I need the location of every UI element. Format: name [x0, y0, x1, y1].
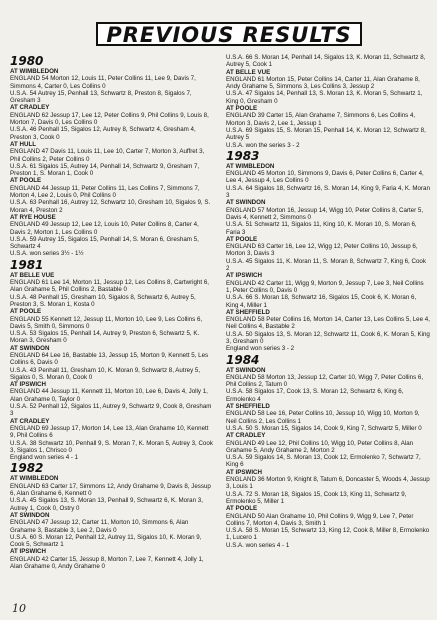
result-paragraph: U.S.A. 54 Autrey 15, Penhall 13, Schwartz 8, Preston 8, Sigalos 7, Gresham 3: [10, 89, 192, 105]
result-paragraph: U.S.A. 72 S. Moran 18, Sigalos 15, Cook 13, King 11, Schwartz 9, Ermolenko 5, Miller 1: [226, 490, 407, 505]
result-paragraph: U.S.A. 59 Autrey 15, Sigalos 15, Penhall 14, S. Moran 6, Gresham 5, Schwartz 4: [10, 235, 199, 251]
venue-heading: AT IPSWICH: [10, 381, 46, 389]
result-paragraph: England won series 4 - 1: [10, 454, 79, 462]
result-paragraph: ENGLAND 49 Jessup 12, Lee 12, Louis 10, Peter Collins 8, Carter 4, Davis 2, Morton 1, Les Collins 0: [10, 221, 199, 236]
result-paragraph: ENGLAND 63 Carter 16, Lee 12, Wigg 12, Peter Collins 10, Jessup 6, Morton 3, Davis 3: [226, 243, 418, 258]
result-paragraph: U.S.A. 45 Sigalos 13, S. Moran 13, Penhall 9, Schwartz 6, K. Moran 3, Autrey 1, Cook 0, Ostry 0: [10, 497, 203, 512]
result-paragraph: ENGLAND 61 Lee 14, Morton 11, Jessup 12, Les Collins 8, Cartwright 6, Alan Grahame 5, Phil Collins 2, Bastable 0: [10, 279, 210, 294]
result-paragraph: ENGLAND 49 Lee 12, Phil Collins 10, Wigg 10, Peter Collins 8, Alan Grahame 5, Andy Grahame 2, Morton 2: [226, 439, 414, 454]
venue-heading: AT SWINDON: [10, 511, 50, 519]
venue-heading: AT SWINDON: [226, 199, 266, 207]
result-paragraph: U.S.A. 50 S. Moran 15, Sigalos 14, Cook 9, King 7, Schwartz 5, Miller 0: [226, 424, 422, 432]
venue-heading: AT POOLE: [10, 177, 42, 185]
venue-heading: AT POOLE: [226, 235, 258, 243]
result-paragraph: ENGLAND 64 Lee 16, Bastable 13, Jessup 15, Morton 9, Kennett 5, Les Collins 6, Davis 0: [10, 351, 209, 367]
result-paragraph: ENGLAND 44 Jessup 11, Peter Collins 11, Les Collins 7, Simmons 7, Morton 4, Lee 2, Louis 0, Phil Collins 0: [10, 184, 200, 200]
result-paragraph: U.S.A. won the series 3 - 2: [226, 141, 300, 149]
result-paragraph: U.S.A. 64 Sigalos 18, Schwartz 16, S. Moran 14, King 9, Faria 4, K. Moran 3: [226, 184, 430, 200]
venue-heading: AT RYE HOUSE: [10, 213, 56, 221]
result-paragraph: U.S.A. 60 S. Moran 12, Penhall 12, Autrey 11, Sigalos 10, K. Moran 9, Cook 5, Schwartz 1: [10, 533, 202, 549]
year-heading: 1982: [10, 461, 44, 476]
venue-heading: AT CRADLEY: [10, 104, 50, 112]
result-paragraph: ENGLAND 44 Jessup 11, Kennett 11, Morton 10, Lee 6, Davis 4, Jolly 1, Alan Grahame 0, Taylor 0: [10, 388, 208, 403]
result-paragraph: ENGLAND 62 Jessup 17, Lee 12, Peter Collins 9, Phil Collins 9, Louis 8, Morton 7, Davis 0, Les Collins 0: [10, 111, 209, 127]
page-title: PREVIOUS RESULTS: [106, 23, 352, 47]
venue-heading: AT WIMBLEDON: [10, 68, 59, 75]
page-number: 10: [12, 602, 26, 615]
result-paragraph: ENGLAND 54 Morton 12, Louis 11, Peter Collins 11, Lee 9, Davis 7, Simmons 4, Carter 0, Les Collins 0: [10, 75, 196, 90]
result-paragraph: U.S.A. 63 Penhall 16, Autrey 12, Schwartz 10, Gresham 10, Sigalos 9, S. Moran 4, Preston 2: [10, 199, 211, 214]
result-paragraph: U.S.A. 61 Sigalos 15, Autrey 14, Penhall 14, Schwartz 9, Gresham 7, Preston 1, S. Moran 1, Cook 0: [10, 162, 200, 178]
venue-heading: AT IPSWICH: [226, 468, 262, 476]
result-paragraph: ENGLAND 58 Morton 13, Jessup 12, Carter 10, Wigg 7, Peter Collins 6, Phil Collins 2, Tatum 0: [226, 373, 424, 389]
result-paragraph: ENGLAND 61 Morton 15, Peter Collins 14, Carter 11, Alan Grahame 8, Andy Grahame 5, Simmons 3, Les Collins 3, Jessup 2: [226, 75, 420, 91]
result-paragraph: U.S.A. 43 Penhall 11, Gresham 10, K. Moran 9, Schwartz 8, Autrey 5, Sigalos 0, S. Moran 0, Cook 0: [10, 366, 201, 381]
venue-heading: AT POOLE: [226, 505, 258, 513]
venue-heading: AT BELLE VUE: [226, 68, 271, 76]
result-paragraph: U.S.A. 50 Sigalos 13, S. Moran 12, Schwartz 11, Cook 6, K. Moran 5, King 3, Gresham 0: [226, 330, 430, 345]
venue-heading: AT HULL: [10, 140, 37, 148]
result-paragraph: U.S.A. 58 Sigalos 17, Cook 13, S. Moran 12, Schwartz 6, King 6, Ermolenko 4: [226, 388, 404, 403]
venue-heading: AT SWINDON: [10, 344, 50, 352]
result-paragraph: ENGLAND 39 Carter 15, Alan Grahame 7, Simmons 6, Les Collins 4, Morton 3, Davis 2, Lee 1, Jessup 1: [226, 112, 416, 127]
result-paragraph: ENGLAND 69 Jessup 17, Morton 14, Lee 13, Alan Grahame 10, Kennett 9, Phil Collins 6: [10, 424, 209, 440]
result-paragraph: U.S.A. 66 S. Moran 18, Schwartz 16, Sigalos 15, Cook 6, K. Moran 6, King 4, Miller 1: [226, 294, 417, 309]
result-paragraph: U.S.A. 45 Sigalos 11, K. Moran 11, S. Moran 8, Schwartz 7, King 6, Cook 2: [226, 257, 426, 273]
result-paragraph: U.S.A. 51 Schwartz 11, Sigalos 11, King 10, K. Moran 10, S. Moran 6, Faria 3: [226, 221, 417, 236]
year-heading: 1983: [226, 148, 260, 163]
result-paragraph: U.S.A. 69 Sigalos 15, S. Moran 15, Penhall 14, K. Moran 12, Schwartz 8, Autrey 5: [226, 126, 426, 142]
result-paragraph: U.S.A. 46 Penhall 15, Sigalos 12, Autrey 8, Schwartz 4, Gresham 4, Preston 3, Cook 0: [10, 126, 196, 141]
venue-heading: AT SHEFFIELD: [226, 403, 270, 411]
result-paragraph: U.S.A. 53 Sigalos 15, Penhall 14, Autrey 9, Preston 6, Schwartz 5, K. Moran 3, Gresham 0: [10, 330, 200, 345]
result-paragraph: U.S.A. 52 Penhall 12, Sigalos 11, Autrey 9, Schwartz 9, Cook 8, Gresham 3: [10, 403, 212, 418]
result-paragraph: U.S.A. won series 4 - 1: [226, 541, 290, 549]
year-heading: 1981: [10, 257, 44, 272]
venue-heading: AT SHEFFIELD: [226, 308, 270, 316]
result-paragraph: U.S.A. 47 Sigalos 14, Penhall 13, S. Moran 13, K. Moran 5, Schwartz 1, King 0, Gresham 0: [226, 90, 423, 105]
result-paragraph: ENGLAND 47 Jessup 12, Carter 11, Morton 10, Simmons 6, Alan Grahame 3, Bastable 3, Lee 2, Davis 0: [10, 519, 189, 534]
venue-heading: AT SWINDON: [226, 366, 266, 374]
left-column: [10, 54, 214, 570]
year-heading: 1980: [10, 54, 44, 68]
result-paragraph: U.S.A. 59 Sigalos 14, S. Moran 13, Cook 12, Ermolenko 7, Schwartz 7, King 6: [226, 454, 421, 469]
venue-heading: AT CRADLEY: [226, 432, 266, 440]
result-paragraph: U.S.A. won series 3½ - 1½: [10, 250, 84, 258]
year-heading: 1984: [226, 352, 260, 367]
venue-heading: AT WIMBLEDON: [226, 162, 275, 170]
venue-heading: AT POOLE: [10, 308, 42, 316]
title-banner: [96, 22, 362, 46]
result-paragraph: ENGLAND 58 Lee 16, Peter Collins 10, Jessup 10, Wigg 10, Morton 9, Neil Collins 2, Les Collins 1: [226, 410, 420, 425]
result-paragraph: ENGLAND 42 Carter 15, Jessup 8, Morton 7, Lee 7, Kennett 4, Jolly 1, Alan Grahame 0, Andy Grahame 0: [10, 555, 204, 570]
venue-heading: AT BELLE VUE: [10, 271, 55, 279]
result-paragraph: U.S.A. 58 S. Moran 15, Schwartz 13, King 12, Cook 8, Miller 8, Ermolenko 1, Lucero 1: [226, 527, 430, 542]
venue-heading: AT CRADLEY: [10, 417, 50, 425]
result-paragraph: England won series 3 - 2: [226, 345, 295, 353]
venue-heading: AT IPSWICH: [226, 272, 262, 280]
result-paragraph: ENGLAND 45 Morton 10, Simmons 9, Davis 6, Peter Collins 6, Carter 4, Lee 4, Jessup 4, Les Collins 0: [226, 170, 424, 185]
result-paragraph: ENGLAND 63 Carter 17, Simmons 12, Andy Grahame 9, Davis 8, Jessup 6, Alan Grahame 6, Kennett 0: [10, 482, 211, 498]
venue-heading: AT IPSWICH: [10, 548, 46, 556]
result-paragraph: ENGLAND 47 Davis 11, Louis 11, Lee 10, Carter 7, Morton 3, Auffret 3, Phil Collins 2, Peter Collins 0: [10, 148, 205, 163]
result-paragraph: ENGLAND 57 Morton 16, Jessup 14, Wigg 10, Peter Collins 8, Carter 5, Davis 4, Kennett 2, Simmons 0: [226, 206, 424, 221]
result-paragraph: U.S.A. 38 Schwartz 10, Penhall 9, S. Moran 7, K. Moran 5, Autrey 3, Cook 3, Sigalos 1, Chrisco 0: [10, 439, 213, 454]
result-paragraph: ENGLAND 50 Alan Grahame 10, Phil Collins 9, Wigg 9, Lee 7, Peter Collins 7, Morton 4, Davis 3, Smith 1: [226, 512, 414, 527]
result-paragraph: ENGLAND 42 Carter 11, Wigg 9, Morton 9, Jessup 7, Lee 3, Neil Collins 1, Peter Collins 0, Davis 0: [226, 279, 424, 294]
venue-heading: AT WIMBLEDON: [10, 475, 59, 483]
result-paragraph: U.S.A. 66 S. Moran 14, Penhall 14, Sigalos 13, K. Moran 11, Schwartz 8, Autrey 5, Cook 1: [226, 54, 426, 69]
right-column: [226, 54, 430, 549]
result-paragraph: U.S.A. 48 Penhall 15, Gresham 10, Sigalos 8, Schwartz 6, Autrey 5, Preston 3, S. Moran 1, Kosta 0: [10, 293, 196, 308]
venue-heading: AT POOLE: [226, 105, 258, 113]
result-paragraph: ENGLAND 55 Kennett 12, Jessup 11, Morton 10, Lee 9, Les Collins 6, Davis 5, Smith 0, Simmons 0: [10, 315, 203, 330]
result-paragraph: ENGLAND 36 Morton 9, Knight 8, Tatum 6, Doncaster 5, Woods 4, Jessup 3, Louis 1: [226, 476, 430, 491]
result-paragraph: ENGLAND 58 Peter Collins 16, Morton 14, Carter 13, Les Collins 5, Lee 4, Neil Collins 4, Bastable 2: [226, 316, 430, 331]
